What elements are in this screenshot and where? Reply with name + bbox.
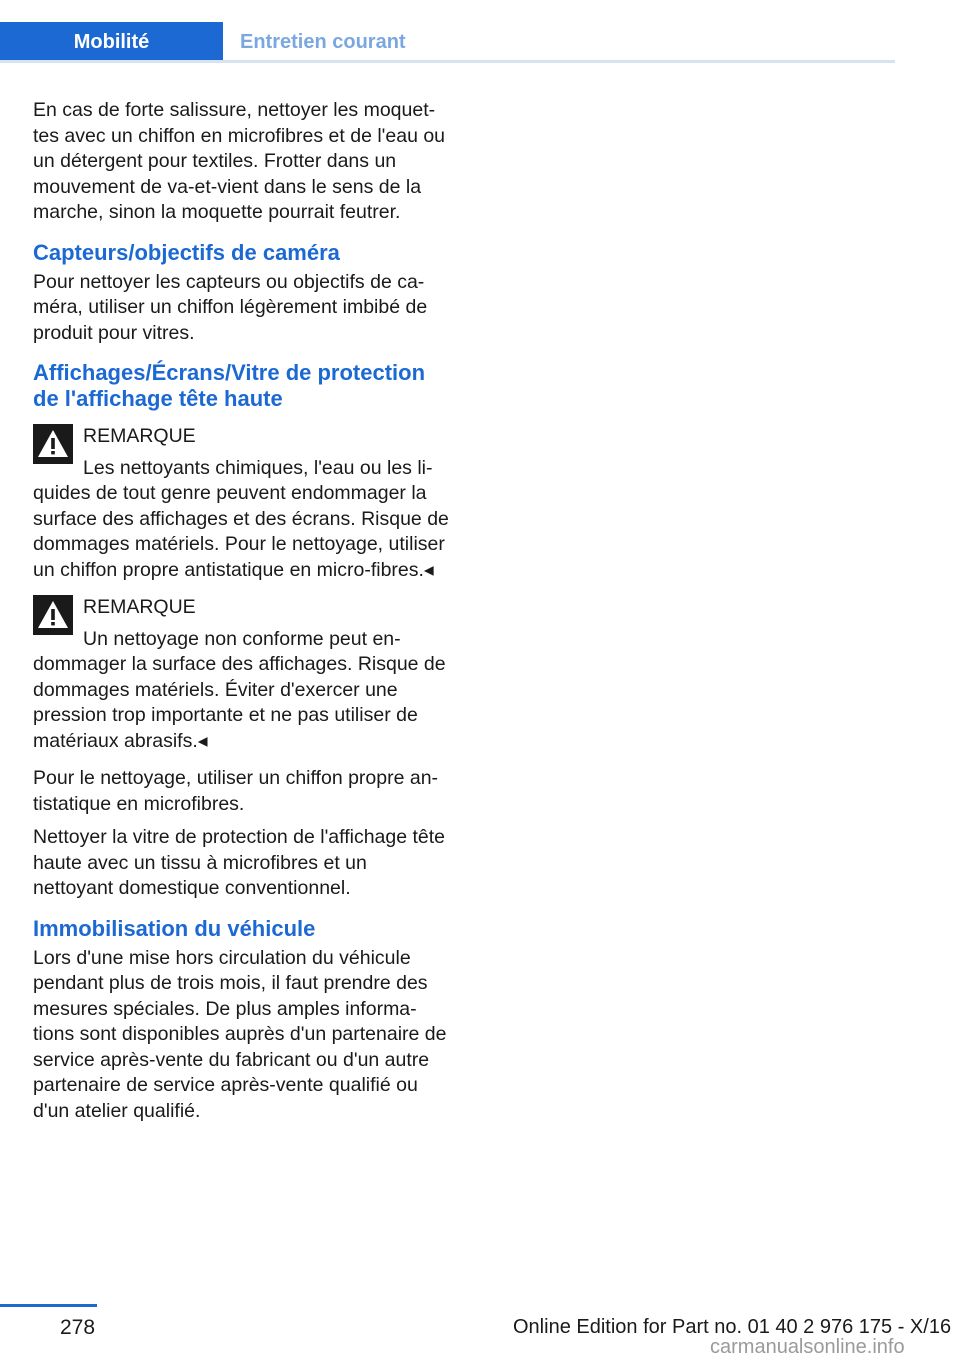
notice-1 bbox=[33, 424, 449, 583]
notice-2-title: REMARQUE bbox=[83, 596, 196, 618]
immobilisation-heading: Immobilisation du véhicule bbox=[33, 915, 316, 941]
tab-entretien-courant[interactable]: Entretien courant bbox=[240, 31, 406, 53]
sensors-paragraph: Pour nettoyer les capteurs ou objectifs de ca-méra, utiliser un chiffon légèrement imbibé de produit pour vitres. bbox=[33, 270, 428, 344]
warning-triangle-icon bbox=[33, 595, 73, 635]
footer-accent-line bbox=[0, 1304, 97, 1307]
immobilisation-paragraph: Lors d'une mise hors circulation du véhicule pendant plus de trois mois, il faut prendre des mesures spéciales. De plus amples informa-tions sont disponibles auprès d'un partenaire de service après-vente du fabricant ou d'un autre partenaire de service après-vente qualifié ou d'un atelier qualifié. bbox=[33, 946, 447, 1122]
notice-1-text: quides de tout genre peuvent endommager la surface des affichages et des écrans. Risque de dommages matériels. Pour le nettoyage, utiliser un chiffon propre antistatique en micro-fibres.◂ bbox=[33, 482, 449, 581]
cleaning-paragraph: Pour le nettoyage, utiliser un chiffon propre an-tistatique en microfibres. bbox=[33, 767, 439, 815]
hud-paragraph: Nettoyer la vitre de protection de l'affichage tête haute avec un tissu à microfibres et un nettoyant domestique conventionnel. bbox=[33, 826, 446, 899]
displays-heading: Affichages/Écrans/Vitre de protection de l'affichage tête haute bbox=[33, 360, 426, 411]
tab-mobilite[interactable]: Mobilité bbox=[0, 22, 223, 62]
notice-2-text: dommager la surface des affichages. Risque de dommages matériels. Éviter d'exercer une pression trop importante et ne pas utiliser de matériaux abrasifs.◂ bbox=[33, 653, 446, 752]
notice-1-first-line: Les nettoyants chimiques, l'eau ou les li- bbox=[83, 456, 433, 479]
notice-2 bbox=[33, 595, 449, 754]
edition-info: Online Edition for Part no. 01 40 2 976 175 - X/16 bbox=[513, 1316, 952, 1338]
warning-triangle-icon bbox=[33, 424, 73, 464]
notice-1-title: REMARQUE bbox=[83, 425, 196, 447]
header-divider bbox=[0, 60, 895, 63]
main-content bbox=[33, 98, 449, 1132]
header-bar bbox=[0, 0, 960, 62]
watermark: carmanualsonline.info bbox=[710, 1336, 905, 1358]
intro-paragraph: En cas de forte salissure, nettoyer les moquet-tes avec un chiffon en microfibres et de l'eau ou un détergent pour textiles. Frotter dans un mouvement de va-et-vient dans le sens de la marche, sinon la moquette pourrait feutrer. bbox=[33, 99, 446, 223]
notice-2-first-line: Un nettoyage non conforme peut en- bbox=[83, 627, 401, 650]
sensors-heading: Capteurs/objectifs de caméra bbox=[33, 239, 340, 265]
page-number: 278 bbox=[60, 1316, 96, 1339]
